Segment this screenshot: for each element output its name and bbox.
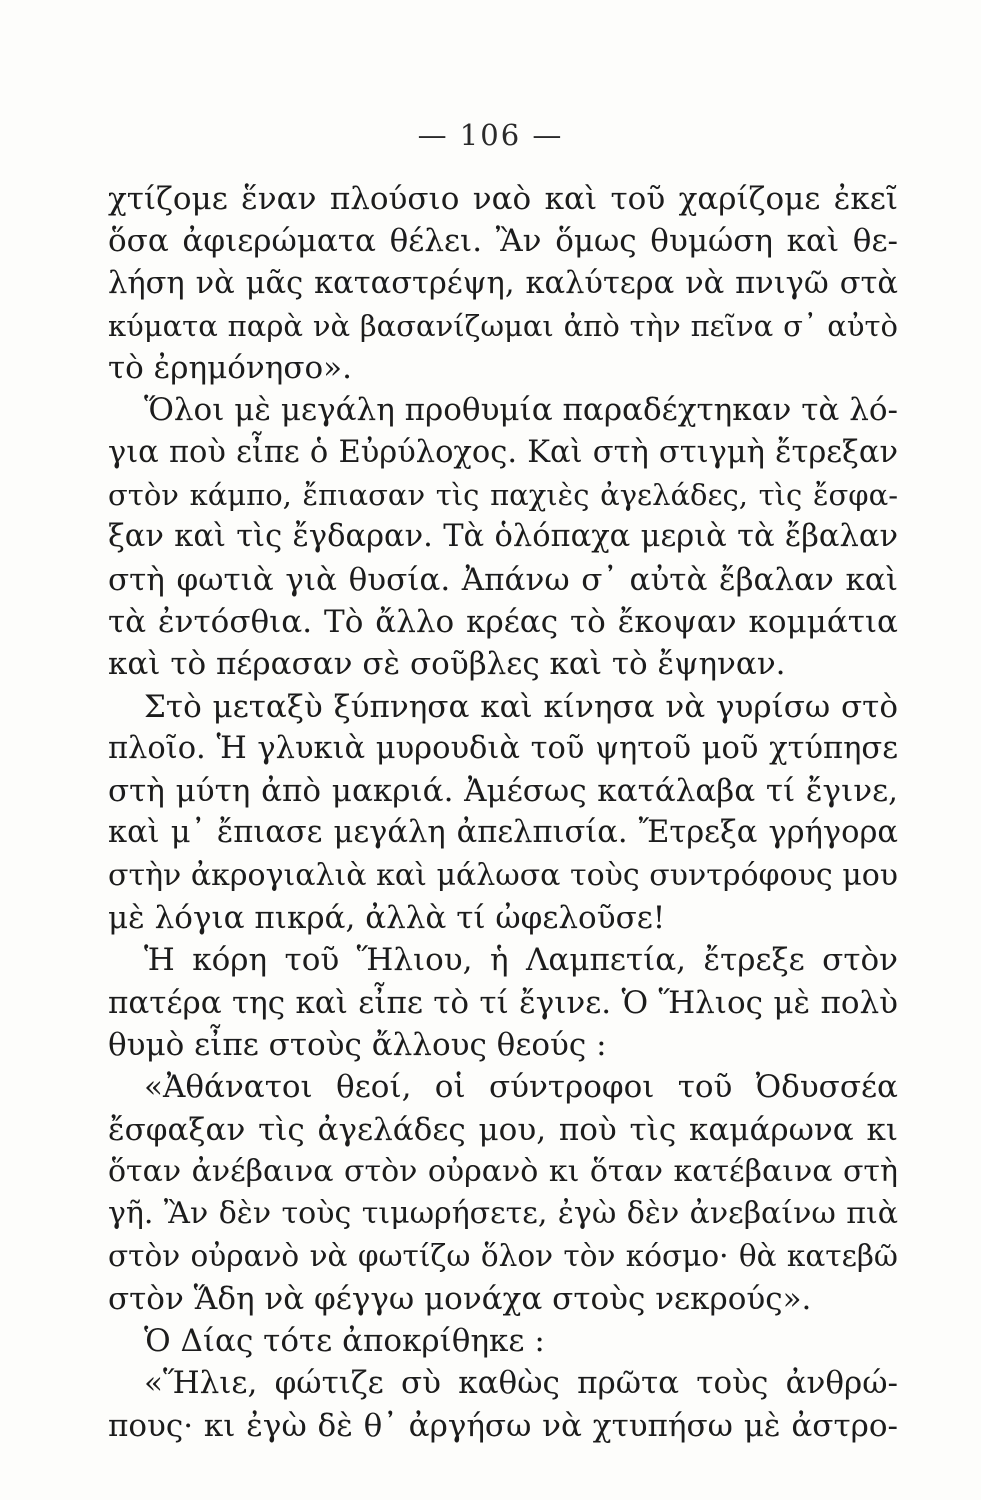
text-line: γῆ. Ἂν δὲν τοὺς τιμωρήσετε, ἐγὼ δὲν ἀνεβαίνω πιὰ [108,1196,898,1232]
text-line: μὲ λόγια πικρά, ἀλλὰ τί ὠφελοῦσε! [108,900,666,937]
text-line: θυμὸ εἶπε στοὺς ἄλλους θεούς : [108,1026,607,1063]
text-line: στὴ μύτη ἀπὸ μακριά. Ἀμέσως κατάλαβα τί ἔγινε, [108,773,898,810]
text-line: στὴν ἀκρογιαλιὰ καὶ μάλωσα τοὺς συντρόφους μου [108,857,898,893]
text-line: στὸν οὐρανὸ νὰ φωτίζω ὅλον τὸν κόσμο· θὰ κατεβῶ [108,1239,898,1274]
text-line: στὸν κάμπο, ἔπιασαν τὶς παχιὲς ἀγελάδες, τὶς ἔσφα- [108,478,898,513]
text-line: ἔσφαξαν τὶς ἀγελάδες μου, ποὺ τὶς καμάρωνα κι [108,1111,898,1148]
text-line: «Ἥλιε, φώτιζε σὺ καθὼς πρῶτα τοὺς ἀνθρώ- [144,1365,898,1402]
text-line: λήση νὰ μᾶς καταστρέψη, καλύτερα νὰ πνιγῶ στὰ [108,265,898,301]
text-line: καὶ μ᾽ ἔπιασε μεγάλη ἀπελπισία. Ἔτρεξα γρήγορα [108,815,898,851]
body-text [108,178,898,1447]
text-line: «Ἀθάνατοι θεοί, οἱ σύντροφοι τοῦ Ὀδυσσέα [144,1069,898,1106]
text-line: πλοῖο. Ἡ γλυκιὰ μυρουδιὰ τοῦ ψητοῦ μοῦ χτύπησε [108,730,898,766]
text-line: τὰ ἐντόσθια. Τὸ ἄλλο κρέας τὸ ἔκοψαν κομμάτια [108,603,898,640]
text-line: ξαν καὶ τὶς ἔγδαραν. Τὰ ὁλόπαχα μεριὰ τὰ ἔβαλαν [108,519,898,555]
text-line: Στὸ μεταξὺ ξύπνησα καὶ κίνησα νὰ γυρίσω στὸ [144,688,898,725]
text-line: τὸ ἐρημόνησο». [108,350,352,387]
text-line: ὅταν ἀνέβαινα στὸν οὐρανὸ κι ὅταν κατέβαινα στὴ [108,1153,898,1189]
text-line: κύματα παρὰ νὰ βασανίζωμαι ἀπὸ τὴν πεῖνα σ᾽ αὐτὸ [108,308,898,343]
text-line: στὴ φωτιὰ γιὰ θυσία. Ἀπάνω σ᾽ αὐτὰ ἔβαλαν καὶ [108,561,898,598]
text-line: πους· κι ἐγὼ δὲ θ᾽ ἀργήσω νὰ χτυπήσω μὲ ἀστρο- [108,1407,898,1444]
text-line: Ἡ κόρη τοῦ Ἥλιου, ἡ Λαμπετία, ἔτρεξε στὸν [144,942,898,979]
text-line: χτίζομε ἕναν πλούσιο ναὸ καὶ τοῦ χαρίζομε ἐκεῖ [108,181,898,217]
text-line: Ὁ Δίας τότε ἀποκρίθηκε : [144,1323,545,1360]
page-number: — 106 — [417,118,564,152]
text-line: καὶ τὸ πέρασαν σὲ σοῦβλες καὶ τὸ ἔψηναν. [108,646,786,683]
text-line: ὅσα ἀφιερώματα θέλει. Ἂν ὅμως θυμώση καὶ θε- [108,223,898,260]
text-line: Ὅλοι μὲ μεγάλη προθυμία παραδέχτηκαν τὰ λό- [144,392,898,429]
text-line: πατέρα της καὶ εἶπε τὸ τί ἔγινε. Ὁ Ἥλιος μὲ πολὺ [108,984,898,1021]
text-line: για ποὺ εἶπε ὁ Εὐρύλοχος. Καὶ στὴ στιγμὴ ἔτρεξαν [108,434,898,470]
text-line: στὸν Ἅδη νὰ φέγγω μονάχα στοὺς νεκρούς». [108,1280,812,1317]
